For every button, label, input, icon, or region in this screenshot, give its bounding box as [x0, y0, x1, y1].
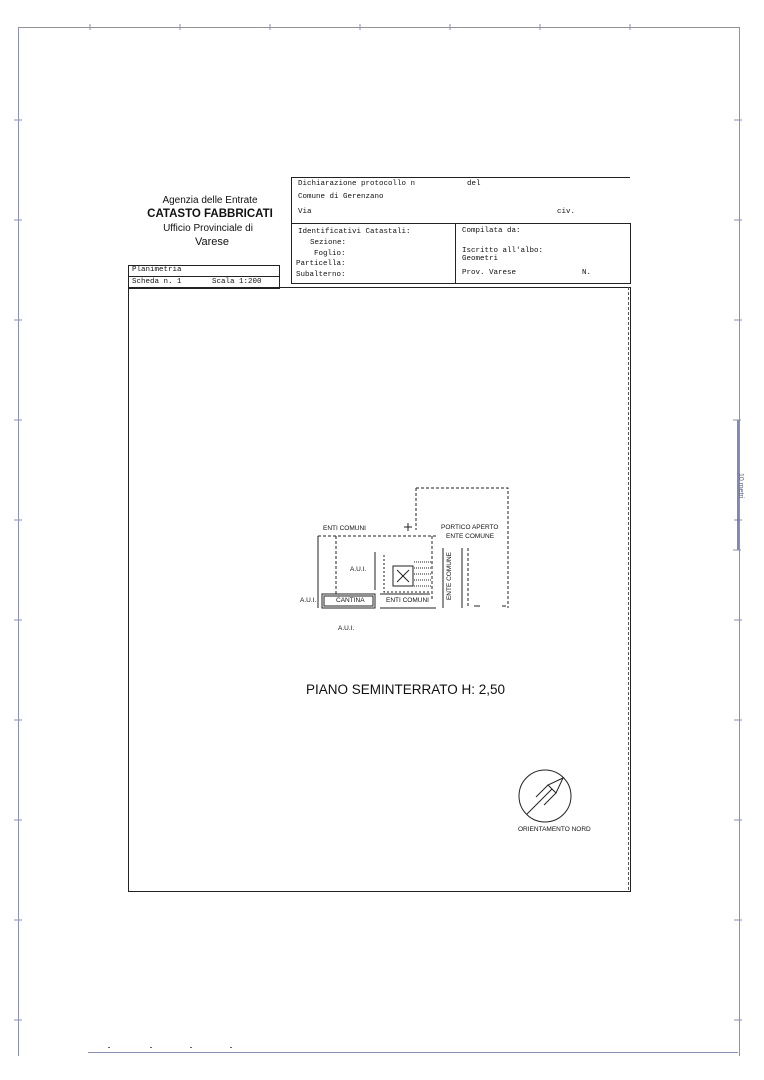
floor-title: PIANO SEMINTERRATO H: 2,50: [306, 682, 506, 697]
register-value: Geometri: [462, 255, 499, 263]
label-aui-left: A.U.I.: [300, 597, 317, 604]
identifiers-label: Identificativi Catastali:: [298, 228, 411, 236]
label-ente-comune: ENTE COMUNE: [446, 533, 495, 540]
declaration-label: Dichiarazione protocollo n: [298, 180, 416, 188]
orientation-label: ORIENTAMENTO NORD: [518, 826, 591, 833]
label-enti-comuni-top: ENTI COMUNI: [323, 525, 366, 532]
office-name: Ufficio Provinciale di: [163, 223, 253, 234]
register-label: Iscritto all'albo:: [462, 247, 544, 255]
civic-label: civ.: [557, 208, 576, 216]
planimetria-title: Planimetria: [132, 266, 182, 274]
date-label: del: [467, 180, 481, 188]
province-name: Varese: [194, 236, 230, 248]
number-label: N.: [582, 269, 592, 277]
province-label: Prov. Varese: [462, 269, 517, 277]
street-label: Via: [298, 208, 312, 216]
agency-name: Agenzia delle Entrate: [162, 195, 258, 206]
scale-bar-label: 10 metri: [737, 473, 744, 499]
north-arrow: [519, 770, 571, 822]
compiled-label: Compilata da:: [462, 227, 521, 235]
label-portico-aperto: PORTICO APERTO: [441, 524, 499, 531]
parcel-label: Particella:: [296, 260, 346, 268]
scale-label: Scala 1:200: [212, 278, 262, 286]
label-ente-comune-vertical: ENTE COMUNE: [446, 552, 453, 601]
department-name: CATASTO FABBRICATI: [147, 208, 273, 220]
label-aui-center: A.U.I.: [350, 566, 367, 573]
sub-label: Subalterno:: [296, 271, 346, 279]
label-cantina: CANTINA: [336, 597, 365, 604]
section-label: Sezione:: [310, 239, 347, 247]
label-aui-bottom: A.U.I.: [338, 625, 355, 632]
label-enti-comuni-bottom: ENTI COMUNI: [386, 597, 429, 604]
sheet-label: Foglio:: [314, 250, 346, 258]
scheda-label: Scheda n. 1: [132, 278, 182, 286]
municipality-label: Comune di Gerenzano: [298, 193, 384, 201]
